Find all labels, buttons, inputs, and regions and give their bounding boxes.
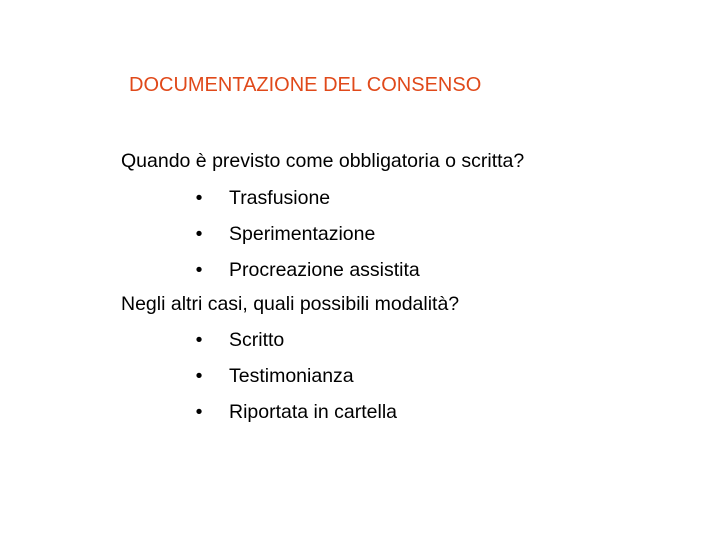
bullet-icon: • — [195, 223, 203, 245]
bullet-icon: • — [195, 187, 203, 209]
list-item-label: Testimonianza — [229, 365, 354, 387]
bullet-icon: • — [195, 401, 203, 423]
question-mandatory-written: Quando è previsto come obbligatoria o scritta? — [121, 150, 525, 172]
bullet-icon: • — [195, 259, 203, 281]
slide-title: DOCUMENTAZIONE DEL CONSENSO — [129, 74, 482, 96]
list-item-label: Riportata in cartella — [229, 401, 397, 423]
bullet-icon: • — [195, 365, 203, 387]
list-item-label: Procreazione assistita — [229, 259, 420, 281]
bullet-icon: • — [195, 329, 203, 351]
list-item-label: Sperimentazione — [229, 223, 376, 245]
question-other-modalities: Negli altri casi, quali possibili modalità? — [121, 293, 460, 315]
list-item-label: Trasfusione — [229, 187, 331, 209]
list-item-label: Scritto — [229, 329, 285, 351]
